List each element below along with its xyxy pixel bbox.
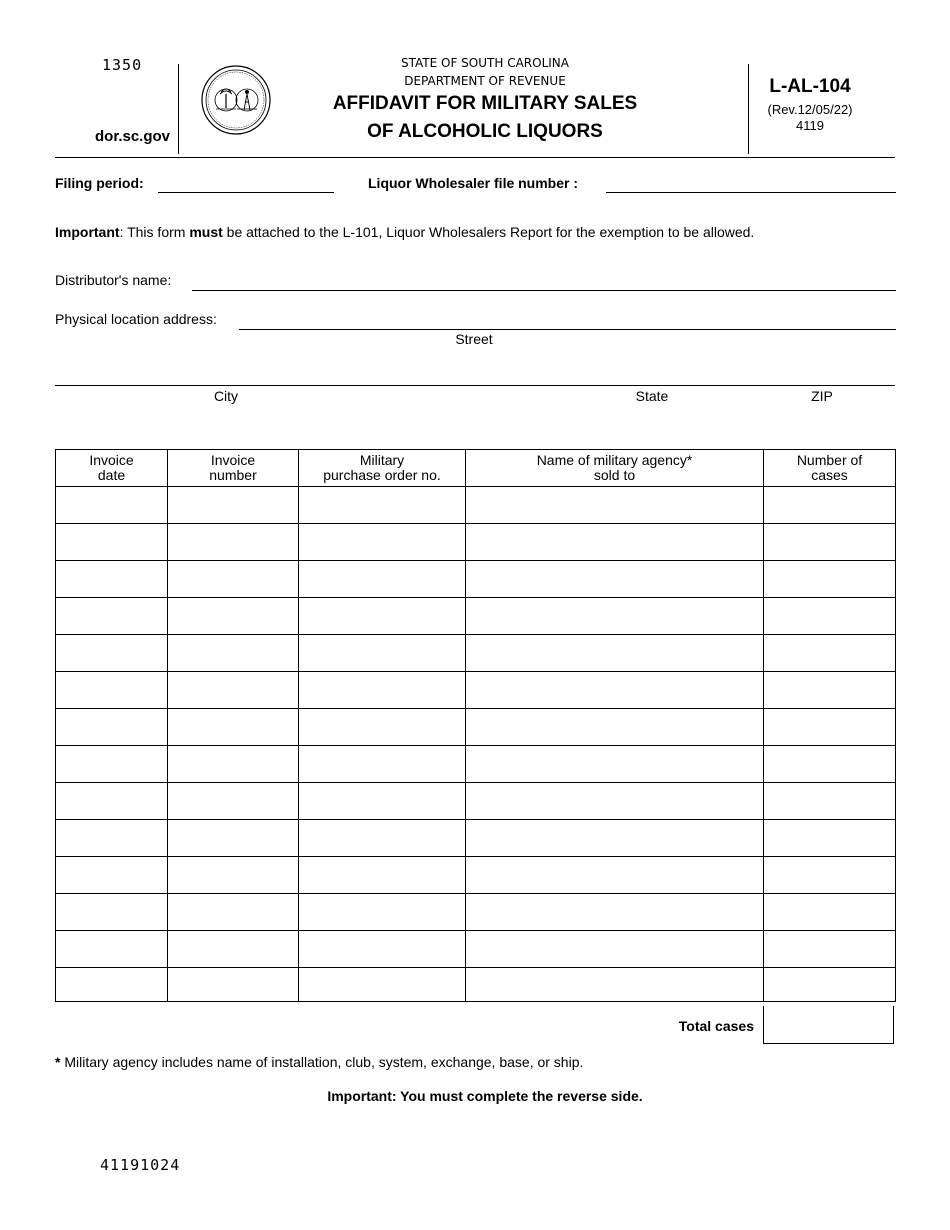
number-of-cases-input[interactable] [764,672,895,708]
cell-purchase-order [299,894,466,931]
military-agency-input[interactable] [466,561,763,597]
col-purchase-order: Military purchase order no. [299,450,466,487]
cell-invoice-date [56,709,168,746]
cell-purchase-order [299,746,466,783]
footnote-text: Military agency includes name of installation, club, system, exchange, base, or ship. [60,1054,584,1070]
military-agency-input[interactable] [466,487,763,523]
filing-period-line [158,192,334,193]
invoice-number-input[interactable] [168,598,298,634]
invoice-date-input[interactable] [56,931,167,967]
military-agency-input[interactable] [466,968,763,1001]
footnote [55,1054,583,1070]
cell-number-of-cases [764,968,896,1002]
cell-invoice-number [168,746,299,783]
cell-military-agency [466,857,764,894]
cell-purchase-order [299,783,466,820]
street-label: Street [455,331,493,347]
cell-invoice-number [168,598,299,635]
street-line [239,329,896,330]
cell-purchase-order [299,598,466,635]
city-input[interactable] [57,364,577,384]
cell-military-agency [466,635,764,672]
state-label: State [635,388,669,404]
address-label: Physical location address: [55,311,217,327]
cell-military-agency [466,524,764,561]
invoice-date-input[interactable] [56,561,167,597]
wholesaler-file-input[interactable] [608,172,894,192]
zip-label: ZIP [811,388,833,404]
cell-purchase-order [299,820,466,857]
number-of-cases-input[interactable] [764,487,895,523]
cell-purchase-order [299,709,466,746]
cell-military-agency [466,672,764,709]
invoice-date-input[interactable] [56,746,167,782]
number-of-cases-input[interactable] [764,820,895,856]
cell-invoice-date [56,672,168,709]
number-of-cases-input[interactable] [764,857,895,893]
cell-military-agency [466,783,764,820]
table-row [56,561,896,598]
table-row [56,524,896,561]
invoice-number-input[interactable] [168,561,298,597]
cell-purchase-order [299,672,466,709]
cell-invoice-number [168,931,299,968]
cell-number-of-cases [764,820,896,857]
form-title-line1: AFFIDAVIT FOR MILITARY SALES [332,93,638,114]
invoice-number-input[interactable] [168,635,298,671]
number-of-cases-input[interactable] [764,561,895,597]
cell-invoice-date [56,820,168,857]
cell-purchase-order [299,857,466,894]
street-input[interactable] [241,308,894,328]
invoice-date-input[interactable] [56,894,167,930]
important-part1: : This form [119,224,190,240]
invoice-date-input[interactable] [56,783,167,819]
invoice-number-input[interactable] [168,894,298,930]
distributor-line [192,290,896,291]
table-row [56,635,896,672]
wholesaler-file-line [606,192,896,193]
invoice-number-input[interactable] [168,524,298,560]
form-number: L-AL-104 [769,76,851,97]
cell-number-of-cases [764,561,896,598]
purchase-order-input[interactable] [299,931,465,967]
military-agency-input[interactable] [466,635,763,671]
dept-line: DEPARTMENT OF REVENUE [404,74,566,88]
col-number-of-cases: Number of cases [764,450,896,487]
wholesaler-file-label: Liquor Wholesaler file number : [368,175,579,191]
cell-invoice-number [168,672,299,709]
header-rule [55,157,895,158]
col-invoice-number: Invoice number [168,450,299,487]
state-line: STATE OF SOUTH CAROLINA [401,56,569,70]
invoice-number-input[interactable] [168,820,298,856]
cell-invoice-number [168,968,299,1002]
cell-invoice-date [56,598,168,635]
invoice-date-input[interactable] [56,820,167,856]
footnote-asterisk: * [55,1054,61,1070]
total-cases-box [763,1006,894,1044]
cell-number-of-cases [764,894,896,931]
cell-number-of-cases [764,709,896,746]
table-row [56,783,896,820]
total-cases-label: Total cases [678,1018,754,1034]
table-row [56,820,896,857]
purchase-order-input[interactable] [299,561,465,597]
cell-military-agency [466,561,764,598]
zip-input[interactable] [760,364,894,384]
total-cases-input[interactable] [764,1006,893,1043]
cell-invoice-date [56,487,168,524]
important-emph: must [189,224,223,240]
invoice-date-input[interactable] [56,598,167,634]
header-divider-left [178,64,179,154]
cell-invoice-date [56,561,168,598]
cell-military-agency [466,746,764,783]
table-row [56,487,896,524]
number-of-cases-input[interactable] [764,598,895,634]
distributor-name-input[interactable] [194,269,894,289]
barcode-number: 41191024 [100,1156,181,1174]
invoice-date-input[interactable] [56,968,167,1001]
invoice-number-input[interactable] [168,709,298,745]
invoice-date-input[interactable] [56,672,167,708]
cell-invoice-date [56,894,168,931]
cell-invoice-date [56,746,168,783]
invoice-number-input[interactable] [168,487,298,523]
invoice-date-input[interactable] [56,635,167,671]
filing-period-input[interactable] [160,172,333,192]
cell-invoice-number [168,857,299,894]
city-label: City [213,388,239,404]
cell-military-agency [466,968,764,1002]
military-agency-input[interactable] [466,857,763,893]
form-code: 1350 [102,56,143,74]
purchase-order-input[interactable] [299,672,465,708]
invoice-number-input[interactable] [168,746,298,782]
cell-military-agency [466,487,764,524]
state-seal-icon [200,64,272,136]
filing-period-label: Filing period: [55,175,144,191]
important-note [55,224,754,240]
military-agency-input[interactable] [466,820,763,856]
purchase-order-input[interactable] [299,635,465,671]
invoice-date-input[interactable] [56,487,167,523]
city-state-zip-line [55,385,895,386]
revision-date: (Rev.12/05/22) [767,102,853,117]
cell-number-of-cases [764,487,896,524]
col-invoice-date: Invoice date [56,450,168,487]
cell-purchase-order [299,487,466,524]
state-input[interactable] [590,364,720,384]
military-sales-table [55,449,896,1002]
cell-number-of-cases [764,598,896,635]
invoice-number-input[interactable] [168,931,298,967]
number-of-cases-input[interactable] [764,968,895,1001]
cell-number-of-cases [764,635,896,672]
military-agency-input[interactable] [466,672,763,708]
cell-military-agency [466,931,764,968]
cell-number-of-cases [764,524,896,561]
cell-invoice-number [168,487,299,524]
cell-invoice-date [56,524,168,561]
cell-military-agency [466,709,764,746]
cell-invoice-date [56,857,168,894]
form-title-line2: OF ALCOHOLIC LIQUORS [367,121,603,142]
invoice-date-input[interactable] [56,857,167,893]
table-header-row [56,450,896,487]
purchase-order-input[interactable] [299,746,465,782]
table-row [56,894,896,931]
military-agency-input[interactable] [466,524,763,560]
reverse-side-note: Important: You must complete the reverse side. [327,1088,643,1104]
number-of-cases-input[interactable] [764,709,895,745]
purchase-order-input[interactable] [299,709,465,745]
military-agency-input[interactable] [466,783,763,819]
table-row [56,968,896,1002]
purchase-order-input[interactable] [299,820,465,856]
cell-number-of-cases [764,857,896,894]
cell-military-agency [466,820,764,857]
invoice-number-input[interactable] [168,672,298,708]
purchase-order-input[interactable] [299,857,465,893]
col-military-agency: Name of military agency* sold to [466,450,764,487]
cell-invoice-date [56,931,168,968]
number-of-cases-input[interactable] [764,746,895,782]
cell-invoice-number [168,635,299,672]
important-part2: be attached to the L-101, Liquor Wholesalers Report for the exemption to be allowed. [222,224,755,240]
table-row [56,746,896,783]
cell-invoice-number [168,783,299,820]
distributor-label: Distributor's name: [55,272,172,288]
cell-invoice-number [168,820,299,857]
number-of-cases-input[interactable] [764,783,895,819]
purchase-order-input[interactable] [299,598,465,634]
invoice-number-input[interactable] [168,857,298,893]
invoice-date-input[interactable] [56,524,167,560]
cell-number-of-cases [764,746,896,783]
cell-military-agency [466,894,764,931]
number-of-cases-input[interactable] [764,524,895,560]
cell-purchase-order [299,931,466,968]
cell-purchase-order [299,524,466,561]
military-agency-input[interactable] [466,709,763,745]
table-row [56,931,896,968]
military-agency-input[interactable] [466,598,763,634]
cell-invoice-number [168,524,299,561]
number-of-cases-input[interactable] [764,894,895,930]
cell-invoice-number [168,709,299,746]
purchase-order-input[interactable] [299,487,465,523]
table-row [56,598,896,635]
cell-number-of-cases [764,783,896,820]
cell-purchase-order [299,968,466,1002]
military-agency-input[interactable] [466,894,763,930]
cell-invoice-date [56,968,168,1002]
website: dor.sc.gov [95,128,171,145]
cell-invoice-date [56,783,168,820]
table-row [56,857,896,894]
header-divider-right [748,64,749,154]
purchase-order-input[interactable] [299,524,465,560]
cell-military-agency [466,598,764,635]
purchase-order-input[interactable] [299,894,465,930]
table-row [56,672,896,709]
cell-invoice-number [168,894,299,931]
cell-invoice-number [168,561,299,598]
important-lead: Important [55,224,120,240]
military-agency-input[interactable] [466,931,763,967]
cell-invoice-date [56,635,168,672]
military-agency-input[interactable] [466,746,763,782]
cell-number-of-cases [764,931,896,968]
form-id: 4119 [796,118,824,133]
invoice-date-input[interactable] [56,709,167,745]
table-row [56,709,896,746]
cell-purchase-order [299,635,466,672]
purchase-order-input[interactable] [299,968,465,1001]
cell-number-of-cases [764,672,896,709]
purchase-order-input[interactable] [299,783,465,819]
invoice-number-input[interactable] [168,783,298,819]
table-body [56,487,896,1002]
cell-purchase-order [299,561,466,598]
number-of-cases-input[interactable] [764,635,895,671]
invoice-number-input[interactable] [168,968,298,1001]
number-of-cases-input[interactable] [764,931,895,967]
